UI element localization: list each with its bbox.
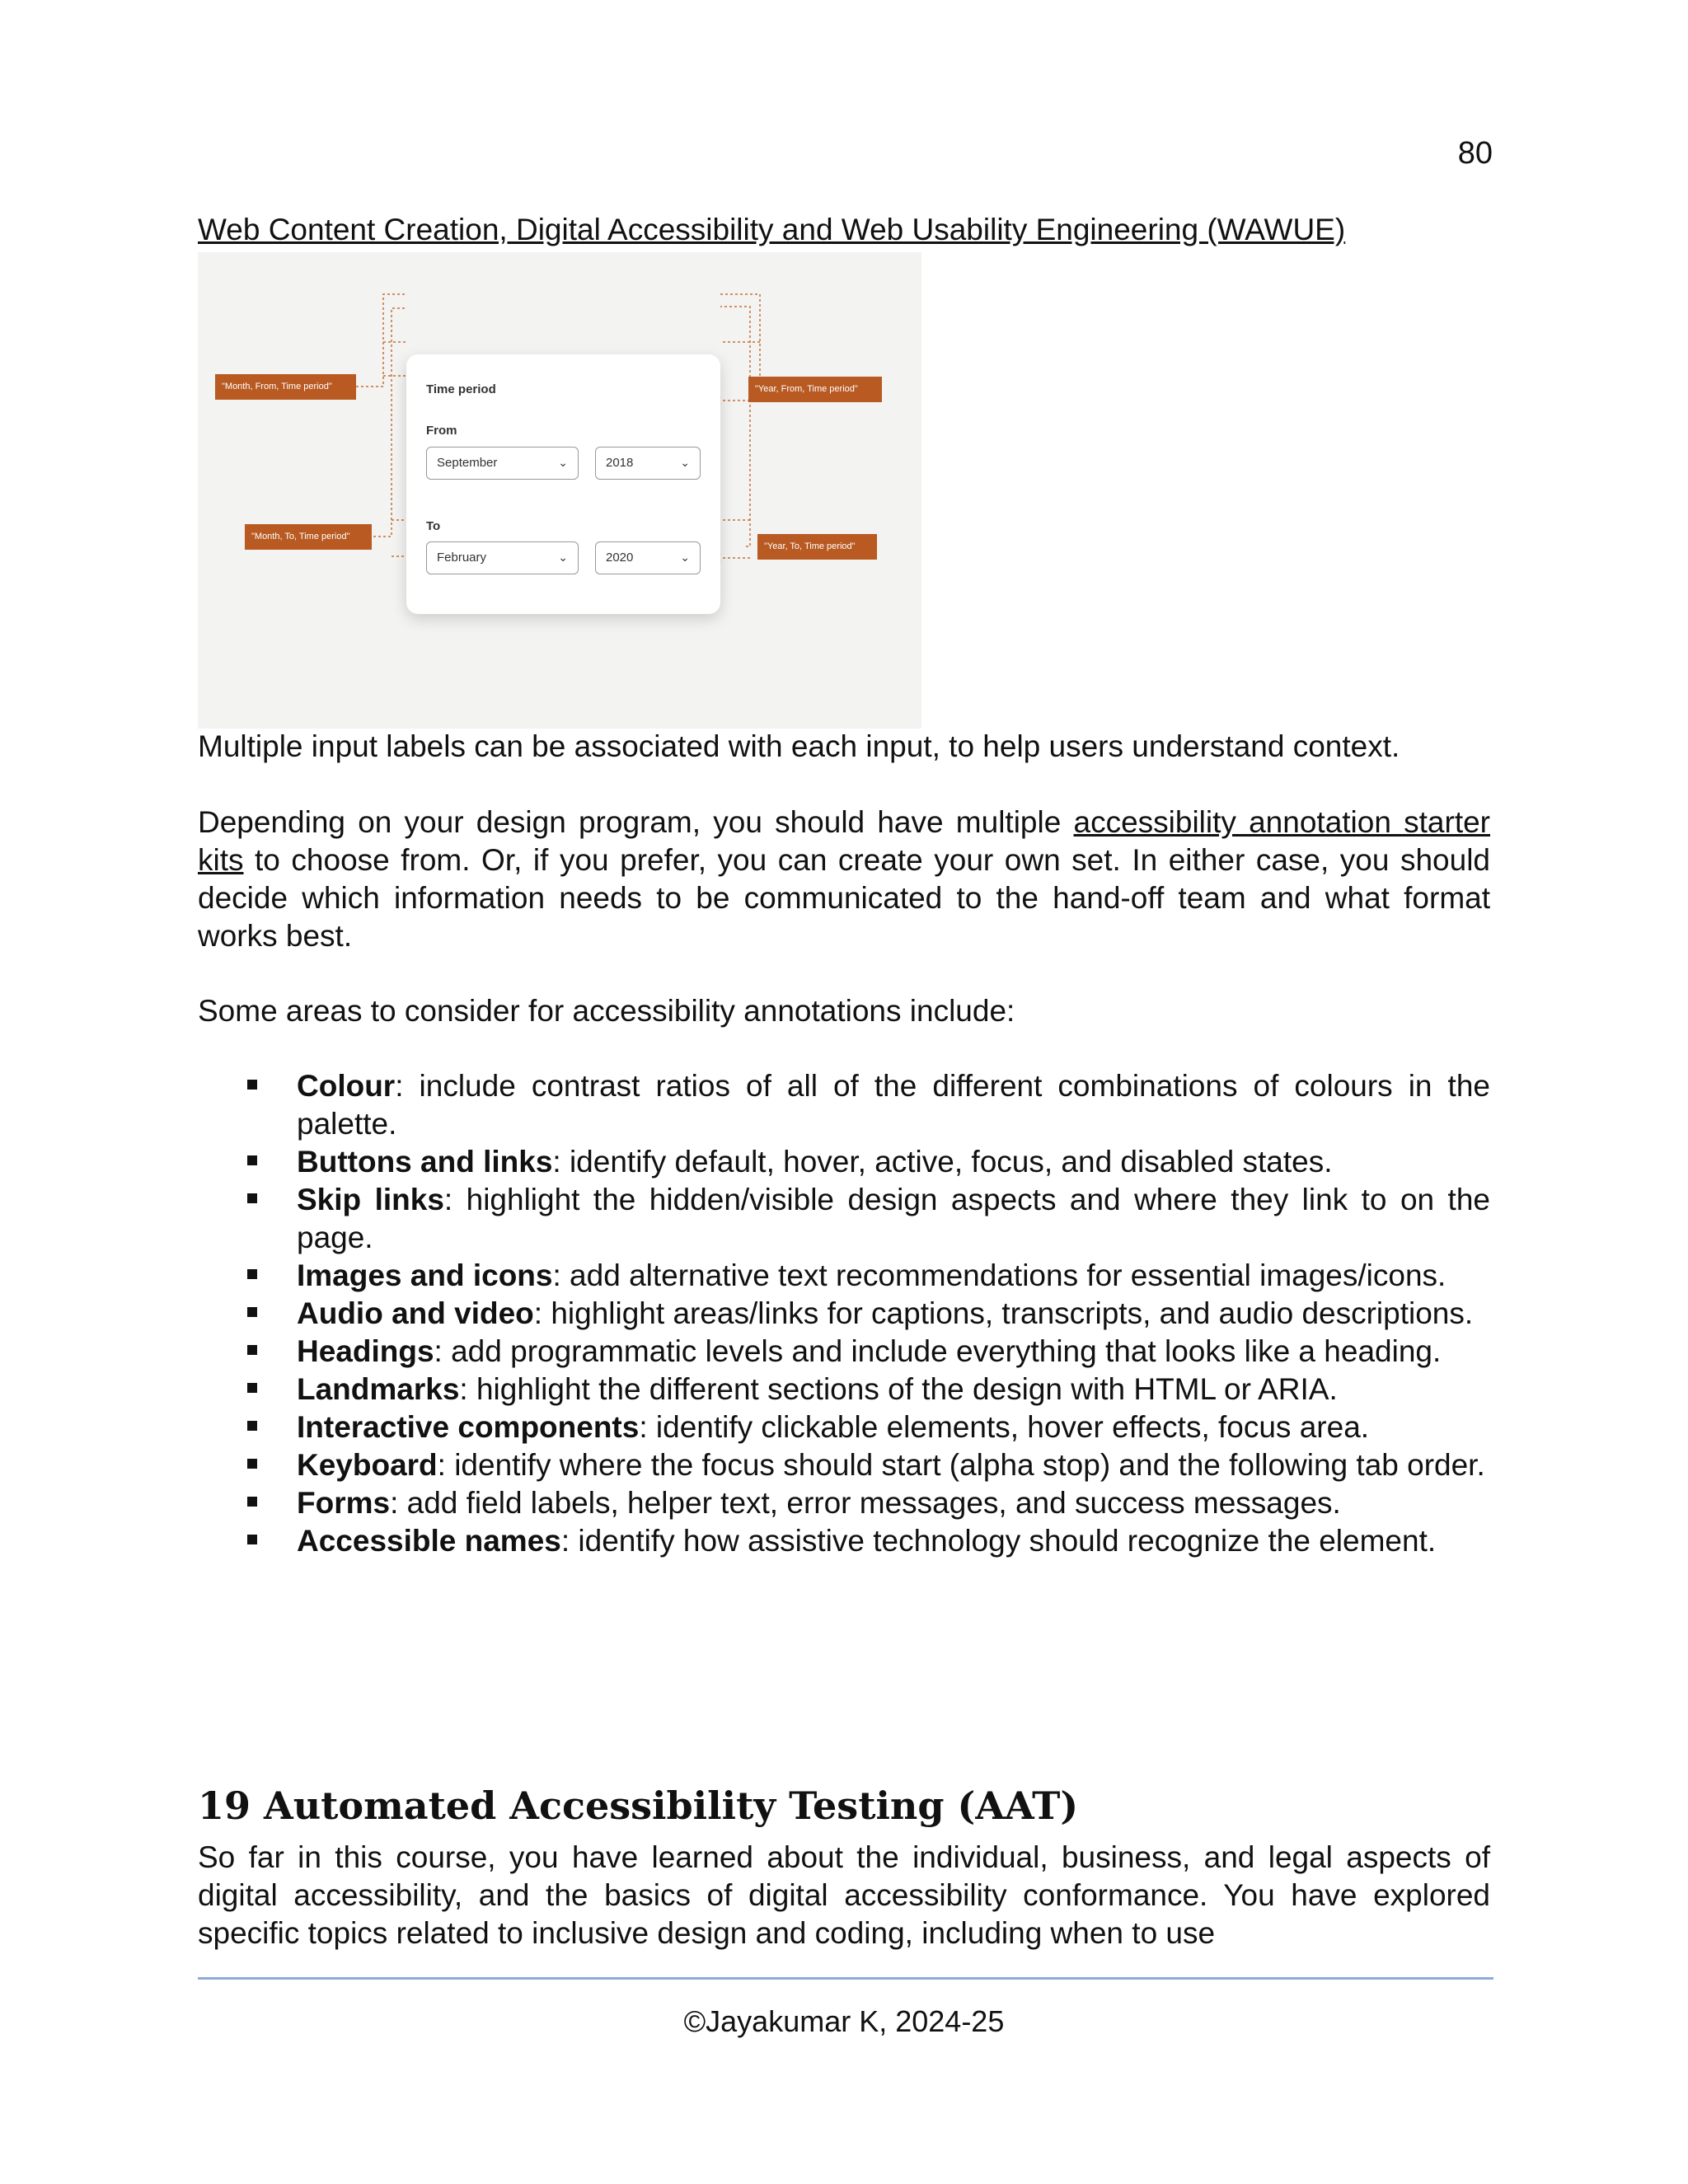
bullet-marker (247, 1269, 257, 1279)
tag-month-from: "Month, From, Time period" (215, 374, 356, 400)
bullet-marker (247, 1535, 257, 1544)
from-label: From (426, 424, 457, 438)
paragraph-areas-intro: Some areas to consider for accessibility annotations include: (198, 994, 1015, 1028)
to-month-value: February (437, 551, 487, 565)
paragraph-design-program: Depending on your design program, you should have multiple accessibility annotation starter kits to choose from. Or, if you prefer, you can create your own set. In either case, you should decide which information needs to be communicated to the hand-off team and what format works best. (198, 805, 1490, 953)
list-item: Buttons and links: identify default, hover, active, focus, and disabled states. (198, 1143, 1490, 1181)
annotation-areas-list (198, 1067, 1490, 1560)
from-month-value: September (437, 456, 498, 470)
section-heading: 19 Automated Accessibility Testing (AAT) (198, 1783, 1079, 1828)
page-footer: ©Jayakumar K, 2024-25 (683, 2004, 1005, 2038)
footer-divider (198, 1977, 1493, 1980)
to-year-select[interactable] (595, 541, 701, 574)
chevron-down-icon: ⌄ (558, 456, 568, 469)
list-item: Images and icons: add alternative text recommendations for essential images/icons. (198, 1257, 1490, 1295)
time-period-heading: Time period (426, 382, 496, 396)
to-month-select[interactable] (426, 541, 579, 574)
from-year-select[interactable] (595, 447, 701, 480)
bullet-marker (247, 1497, 257, 1507)
running-header[interactable]: Web Content Creation, Digital Accessibility and Web Usability Engineering (WAWUE) (198, 213, 1346, 246)
annotation-kits-link[interactable]: accessibility annotation starter kits (198, 805, 1490, 877)
bullet-marker (247, 1193, 257, 1203)
chevron-down-icon: ⌄ (558, 551, 568, 564)
chevron-down-icon: ⌄ (680, 551, 690, 564)
annotation-figure (198, 252, 921, 729)
bullet-marker (247, 1383, 257, 1393)
bullet-marker (247, 1421, 257, 1431)
list-item: Audio and video: highlight areas/links for captions, transcripts, and audio descriptions. (198, 1295, 1490, 1333)
list-item: Headings: add programmatic levels and include everything that looks like a heading. (198, 1333, 1490, 1371)
bullet-marker (247, 1459, 257, 1469)
list-item: Accessible names: identify how assistive technology should recognize the element. (198, 1522, 1490, 1560)
time-period-card (406, 354, 720, 614)
bullet-marker (247, 1345, 257, 1355)
to-year-value: 2020 (606, 551, 634, 565)
list-item: Skip links: highlight the hidden/visible design aspects and where they link to on the page. (198, 1181, 1490, 1257)
from-year-value: 2018 (606, 456, 634, 470)
list-item: Keyboard: identify where the focus should start (alpha stop) and the following tab order. (198, 1446, 1490, 1484)
tag-year-from: "Year, From, Time period" (748, 377, 882, 402)
chevron-down-icon: ⌄ (680, 456, 690, 469)
list-item: Interactive components: identify clickable elements, hover effects, focus area. (198, 1408, 1490, 1446)
page-number: 80 (1457, 136, 1493, 171)
figure-caption: Multiple input labels can be associated with each input, to help users understand context. (198, 729, 1400, 763)
bullet-marker (247, 1307, 257, 1317)
section-paragraph: So far in this course, you have learned about the individual, business, and legal aspects of digital accessibility, and the basics of digital accessibility conformance. You have explored specific topics related to inclusive design and coding, including when to use (198, 1840, 1490, 1950)
list-item: Landmarks: highlight the different sections of the design with HTML or ARIA. (198, 1371, 1490, 1408)
list-item: Forms: add field labels, helper text, error messages, and success messages. (198, 1484, 1490, 1522)
bullet-marker (247, 1080, 257, 1090)
from-month-select[interactable] (426, 447, 579, 480)
list-item: Colour: include contrast ratios of all of the different combinations of colours in the palette. (198, 1067, 1490, 1143)
to-label: To (426, 519, 441, 533)
tag-month-to: "Month, To, Time period" (245, 524, 372, 550)
bullet-marker (247, 1155, 257, 1165)
tag-year-to: "Year, To, Time period" (757, 534, 877, 560)
